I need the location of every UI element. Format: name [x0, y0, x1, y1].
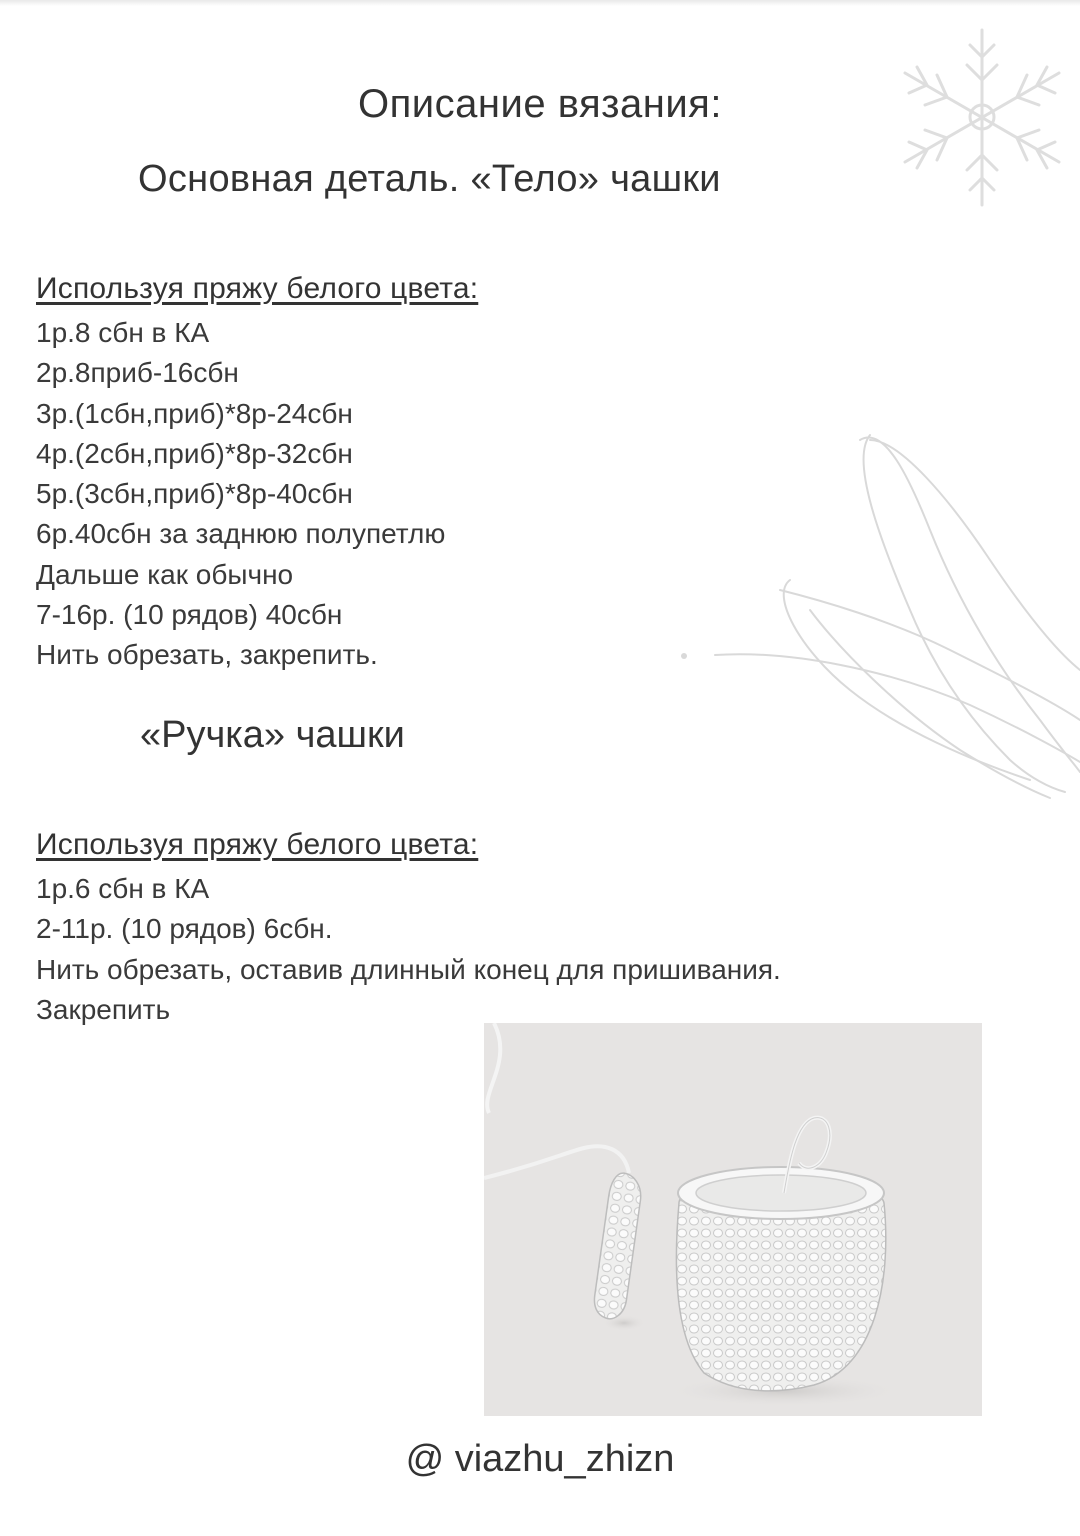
instruction-row: 7-16р. (10 рядов) 40сбн [36, 599, 343, 631]
footer-handle: @ viazhu_zhizn [405, 1438, 675, 1480]
instruction-row: 3р.(1сбн,приб)*8р-24сбн [36, 397, 353, 429]
instruction-row: 2-11р. (10 рядов) 6сбн. [36, 913, 333, 945]
instruction-row: 2р.8приб-16сбн [36, 357, 239, 389]
instruction-row: Нить обрезать, оставив длинный конец для пришивания. [36, 953, 781, 985]
crochet-cup-photo [484, 1023, 982, 1416]
instruction-row: Закрепить [36, 993, 171, 1025]
instruction-row: Дальше как обычно [36, 558, 294, 590]
section-heading-handle: «Ручка» чашки [140, 714, 405, 756]
instruction-row: 6р.40сбн за заднюю полупетлю [36, 518, 446, 550]
top-shadow-strip [0, 0, 1080, 6]
yarn-label-handle: Используя пряжу белого цвета: [36, 828, 479, 861]
instruction-row: 1р.8 сбн в КА [36, 317, 210, 348]
handle-instructions-list [36, 869, 781, 1030]
instruction-row: 1р.6 сбн в КА [36, 873, 210, 904]
instruction-row: 5р.(3сбн,приб)*8р-40сбн [36, 478, 353, 510]
yarn-label-body: Используя пряжу белого цвета: [36, 272, 479, 305]
instruction-row: 4р.(2сбн,приб)*8р-32сбн [36, 437, 353, 469]
page-title: Описание вязания: [358, 82, 722, 126]
section-heading-body: Основная деталь. «Тело» чашки [138, 158, 721, 200]
scribble-decoration [670, 420, 1080, 800]
instruction-row: Нить обрезать, закрепить. [36, 639, 378, 671]
body-instructions-list [36, 313, 445, 676]
